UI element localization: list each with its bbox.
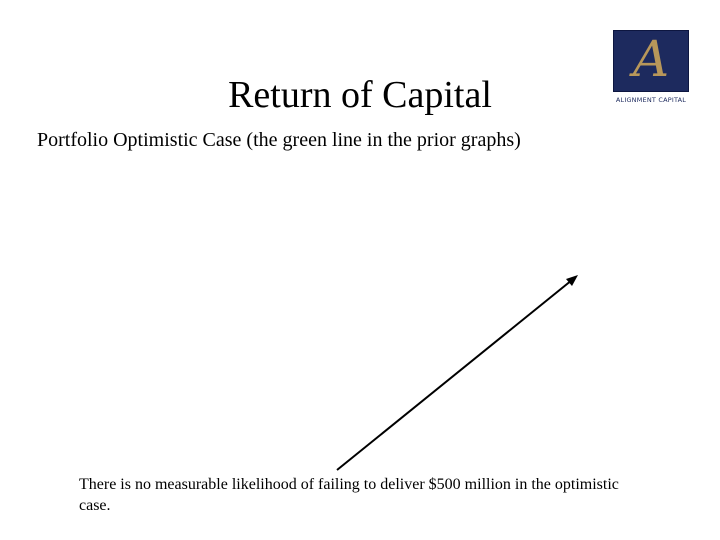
arrow-shaft bbox=[337, 280, 572, 470]
slide-note: There is no measurable likelihood of failing to deliver $500 million in the optimistic case. bbox=[79, 476, 619, 514]
slide-title: Return of Capital bbox=[228, 74, 492, 116]
slide-subtitle: Portfolio Optimistic Case (the green line in the prior graphs) bbox=[37, 129, 521, 151]
logo-wordmark: ALIGNMENT CAPITAL bbox=[615, 96, 687, 104]
logo-letter: A bbox=[632, 30, 670, 88]
